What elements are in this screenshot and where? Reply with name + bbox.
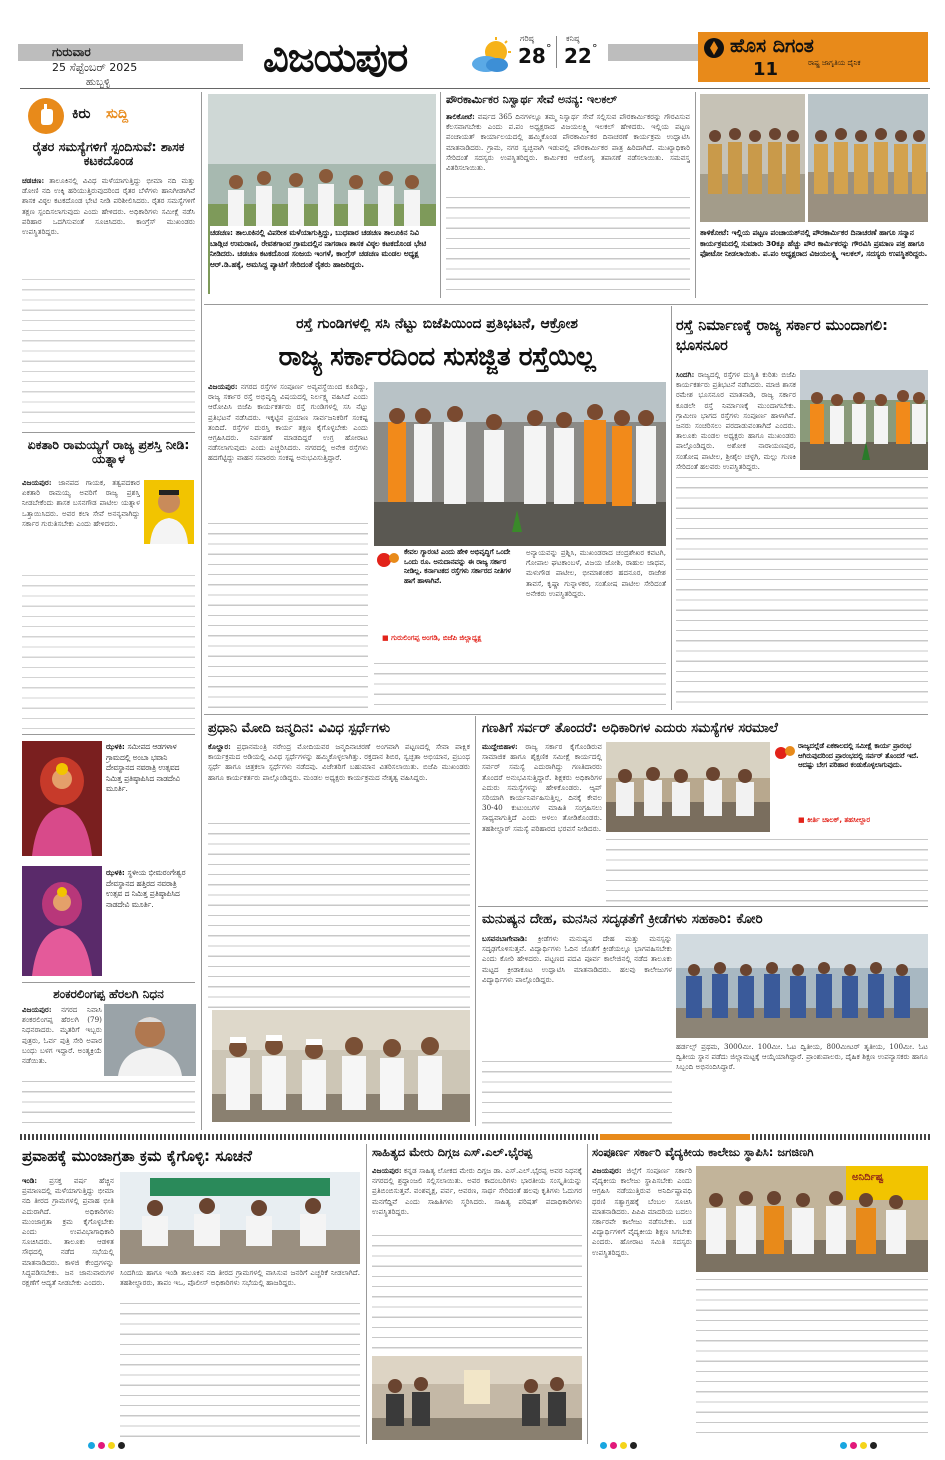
dot-cyan <box>88 1442 95 1449</box>
pravaha-text: ಪ್ರಸಕ್ತ ವರ್ಷ ಹೆಚ್ಚಿನ ಪ್ರಮಾಣದಲ್ಲಿ ಮಳೆಯಾಗುತ್ತಿದ್ದು ಭೀಮಾ ನದಿ ತೀರದ ಗ್ರಾಮಗಳಲ್ಲಿ ಪ್ರವಾಹ ಭೀತಿ ಎದುರಾಗಿದೆ. ಅಧಿಕಾರಿಗಳು ಮುಂಜಾಗ್ರತಾ ಕ್ರಮ ಕೈಗೊಳ್ಳಬೇಕು ಎಂದು ಉಪವಿಭಾಗಾಧಿಕಾರಿ ಸೂಚಿಸಿದರು. ತಾಲೂಕು ಆಡಳಿತ ಸೌಧದಲ್ಲಿ ನಡೆದ ಸಭೆಯಲ್ಲಿ ಮಾತನಾಡಿದರು. ಕಾಳಜಿ ಕೇಂದ್ರಗಳನ್ನು ಸಿದ್ಧಪಡಿಸಬೇಕು. ಜನ ಜಾನುವಾರುಗಳ ರಕ್ಷಣೆಗೆ ಆದ್ಯತೆ ನೀಡಬೇಕು ಎಂದರು. <box>22 1176 114 1288</box>
modi-dateline: ಕೊಲ್ಹಾರ: <box>208 742 231 751</box>
medical-dateline: ವಿಜಯಪುರ: <box>592 1166 622 1175</box>
kirusuddi-rule-3 <box>22 982 195 983</box>
temp-min: 22 <box>564 44 592 68</box>
yatnal-photo <box>144 480 194 544</box>
road-right-photo <box>800 370 928 470</box>
column-rule-modi <box>475 716 476 1126</box>
ganati-rule <box>478 906 928 907</box>
ganati-photo <box>606 742 770 832</box>
dot-cyan <box>840 1442 847 1449</box>
pourakarmika-filler <box>446 194 690 298</box>
kirusuddi-s1-headline: ರೈತರ ಸಮಸ್ಯೆಗಳಿಗೆ ಸ್ಪಂದಿಸುವೆ: ಶಾಸಕ ಕಟಕದೊಂಡ <box>32 139 185 169</box>
pravaha-headline: ಪ್ರವಾಹಕ್ಕೆ ಮುಂಜಾಗ್ರತಾ ಕ್ರಮ ಕೈಗೊಳ್ಳಿ: ಸೂಚನೆ <box>22 1147 252 1165</box>
column-rule-left <box>201 92 202 1130</box>
road-right-dateline: ಸಿಂದಗಿ: <box>676 370 695 379</box>
top-row-rule <box>204 304 928 305</box>
bhyrappa-dateline: ವಿಜಯಪುರ: <box>372 1166 402 1175</box>
goddess-photo-2 <box>22 866 102 976</box>
mid-row-rule <box>204 714 928 715</box>
day-label: ಗುರುವಾರ <box>52 45 91 59</box>
ganati-quote-dash: ■ <box>798 816 808 824</box>
temp-max-label: ಗರಿಷ್ಠ <box>520 34 534 43</box>
kreeda-results: ಹರ್ಡಲ್ಸ್ ಪ್ರಥಮ, 3000ಮೀ. 100ಮೀ. ಓಟ ದ್ವಿತೀಯ, 800ಮೀಟರ್ ತೃತೀಯ, 100ಮೀ. ಓಟ ದ್ವಿತೀಯ ಸ್ಥಾನ ಪಡೆದು ಜಿಲ್ಲಾಮಟ್ಟಕ್ಕೆ ಆಯ್ಕೆಯಾಗಿದ್ದಾರೆ. ಪ್ರಾಂಶುಪಾಲರು, ದೈಹಿಕ ಶಿಕ್ಷಣ ಉಪನ್ಯಾಸಕರು ಹಾಗೂ ಸಿಬ್ಬಂದಿ ಅಭಿನಂದಿಸಿದ್ದಾರೆ. <box>676 1042 928 1072</box>
column-rule-bottom-2 <box>587 1144 588 1444</box>
temp-divider <box>556 36 557 68</box>
kreeda-filler <box>482 1058 672 1126</box>
pinch-hand-icon <box>28 98 64 134</box>
medical-banner: ಅನಿರ್ದಿಷ್ಟ <box>852 1172 884 1183</box>
lead-quote-icon <box>376 550 400 570</box>
dot-black <box>870 1442 877 1449</box>
edition-title: ವಿಜಯಪುರ <box>263 35 408 81</box>
lead-quote-author-name: ಗುರುಲಿಂಗಪ್ಪ ಅಂಗಡಿ, ಬಿಜೆಪಿ ಜಿಲ್ಲಾಧ್ಯಕ್ಷ <box>391 634 482 642</box>
kirusuddi-column <box>22 96 195 1031</box>
lead-quote-author <box>382 634 522 643</box>
kirusuddi-s2-text: ಜಾನಪದ ಗಾಯಕ, ತತ್ವಪದಕಾರ ಏಕತಾರಿ ರಾಮಯ್ಯ ಅವರಿಗೆ ರಾಜ್ಯ ಪ್ರಶಸ್ತಿ ನೀಡಬೇಕೆಂದು ಶಾಸಕ ಬಸನಗೌಡ ಪಾಟೀಲ ಯತ್ನಾಳ ಒತ್ತಾಯಿಸಿದರು. ಅವರ ಕಲಾ ಸೇವೆ ಅನನ್ಯವಾಗಿದ್ದು ಸರ್ಕಾರ ಗುರುತಿಸಬೇಕು ಎಂದು ಹೇಳಿದರು. <box>22 478 140 528</box>
modi-text: ಪ್ರಧಾನಮಂತ್ರಿ ನರೇಂದ್ರ ಮೋದಿಯವರ ಜನ್ಮದಿನಾಚರಣೆ ಅಂಗವಾಗಿ ಪಟ್ಟಣದಲ್ಲಿ ಸೇವಾ ಪಾಕ್ಷಿಕ ಕಾರ್ಯಕ್ರಮದ ಅಡಿಯಲ್ಲಿ ವಿವಿಧ ಸ್ಪರ್ಧೆಗಳನ್ನು ಹಮ್ಮಿಕೊಳ್ಳಲಾಗಿತ್ತು. ರಕ್ತದಾನ ಶಿಬಿರ, ಸ್ವಚ್ಛತಾ ಅಭಿಯಾನ, ಪ್ರಬಂಧ ಸ್ಪರ್ಧೆ ಹಾಗೂ ಚಿತ್ರಕಲಾ ಸ್ಪರ್ಧೆಗಳು ನಡೆದವು. ವಿಜೇತರಿಗೆ ಬಹುಮಾನ ವಿತರಿಸಲಾಯಿತು. ಬಿಜೆಪಿ ಮುಖಂಡರು ಹಾಗೂ ಕಾರ್ಯಕರ್ತರು ಪಾಲ್ಗೊಂಡಿದ್ದರು. ಮಂಡಲ ಅಧ್ಯಕ್ಷರು ಕಾರ್ಯಕ್ರಮದ ನೇತೃತ್ವ ವಹಿಸಿದ್ದರು. <box>208 742 470 782</box>
kreeda-text: ಕ್ರೀಡೆಗಳು ಮನುಷ್ಯನ ದೇಹ ಮತ್ತು ಮನಸ್ಸನ್ನು ಸದೃಢಗೊಳಿಸುತ್ತವೆ. ವಿದ್ಯಾರ್ಥಿಗಳು ಓದಿನ ಜೊತೆಗೆ ಕ್ರೀಡೆಯಲ್ಲೂ ಭಾಗವಹಿಸಬೇಕು ಎಂದು ಕೋರಿ ಹೇಳಿದರು. ಪಟ್ಟಣದ ಪದವಿ ಪೂರ್ವ ಕಾಲೇಜಿನಲ್ಲಿ ನಡೆದ ತಾಲೂಕು ಮಟ್ಟದ ಕ್ರೀಡಾಕೂಟ ಉದ್ಘಾಟಿಸಿ ಮಾತನಾಡಿದರು. ಹಲವು ಕಾಲೇಜುಗಳ ವಿದ್ಯಾರ್ಥಿಗಳು ಪಾಲ್ಗೊಂಡಿದ್ದರು. <box>482 934 672 984</box>
column-rule-bottom-1 <box>366 1144 367 1444</box>
road-right-text: ರಾಜ್ಯದಲ್ಲಿ ರಸ್ತೆಗಳ ದುಸ್ಥಿತಿ ಕುರಿತು ಬಿಜೆಪಿ ಕಾರ್ಯಕರ್ತರು ಪ್ರತಿಭಟನೆ ನಡೆಸಿದರು. ಮಾಜಿ ಶಾಸಕ ರಮೇಶ ಭೂಸನೂರ ಮಾತನಾಡಿ, ರಾಜ್ಯ ಸರ್ಕಾರ ಕೂಡಲೇ ರಸ್ತೆ ನಿರ್ಮಾಣಕ್ಕೆ ಮುಂದಾಗಬೇಕು. ಗ್ರಾಮೀಣ ಭಾಗದ ರಸ್ತೆಗಳು ಸಂಪೂರ್ಣ ಹಾಳಾಗಿವೆ. ಜನರು ಸಂಚರಿಸಲು ಪರದಾಡುವಂತಾಗಿದೆ ಎಂದರು. ತಾಲೂಕು ಮಂಡಲ ಅಧ್ಯಕ್ಷರು ಹಾಗೂ ಮುಖಂಡರು ಪಾಲ್ಗೊಂಡಿದ್ದರು. ಅಶೋಕ ನಾರಾಯಣಪುರ, ಸಂತೋಷ ಪಾಟೀಲ, ಶ್ರೀಶೈಲ ಚಳ್ಳಗಿ, ಮಲ್ಲು ಗುಣಕಿ ಸೇರಿದಂತೆ ಹಲವರು ಉಪಸ್ಥಿತರಿದ್ದರು. <box>676 370 796 471</box>
dot-yellow <box>860 1442 867 1449</box>
masthead <box>18 30 928 100</box>
paper-logo-icon <box>704 38 724 58</box>
lead-quote-box <box>374 548 522 656</box>
section-divider-bar <box>20 1134 930 1140</box>
flood-visit-caption: ಚಡಚಣ: ತಾಲೂಕಿನಲ್ಲಿ ವಿಪರೀತ ಮಳೆಯಾಗುತ್ತಿದ್ದು, ಬುಧವಾರ ಚಡಚಣ ತಾಲೂಕಿನ ನಿವಿ ಬಾಡ್ಗಿಚ ಉಮರಾಣಿ, ರೇವತಗಾಂವ ಗ್ರಾಮದಲ್ಲಿನ ನಾಗಠಾಣ ಶಾಸಕ ವಿಠ್ಠಲ ಕಟಕದೊಂಡ ಭೇಟಿ ನೀಡಿದರು. ಚಡಚಣ ಕಟಕದೊಂಡ ಸಂಜಯ ಇಂಗಳೆ, ಕಾಂಗ್ರೆಸ್ ಚಡಚಣ ಮಂಡಲ ಅಧ್ಯಕ್ಷ ಆರ್.ಡಿ.ಹಕ್ಕೆ, ಅಮಸಿದ್ದ ಪ್ಯಾಟಿಗೆ ಸೇರಿದಂತೆ ರೈತರು ಹಾಜರಿದ್ದರು. <box>210 226 436 296</box>
lead-col2-text: ಅನ್ಯಾಯವನ್ನು ಪ್ರಶ್ನಿಸಿ, ಮುಖಂಡರಾದ ಚಂದ್ರಶೇಖರ ಕವಟಗಿ, ಗೋಪಾಲ ಘಟಕಾಂಬಳೆ, ವಿಜಯ ಜೋಶಿ, ರಾಹುಲ ಜಾಧವ, ಮಳುಗೌಡ ಪಾಟೀಲ, ಭೀಮಾಶಂಕರ ಹದನೂರ, ರಾಜೇಶ ತಾವಸೆ, ಕೃಷ್ಣಾ ಗುನ್ನಾಳಕರ, ಸಂತೋಷ ಪಾಟೀಲ ಸೇರಿದಂತೆ ಅನೇಕರು ಉಪಸ್ಥಿತರಿದ್ದರು. <box>526 548 666 598</box>
dot-magenta <box>98 1442 105 1449</box>
masthead-rule <box>20 88 930 89</box>
pravaha-filler <box>120 1300 360 1438</box>
lead-quote-dash: ■ <box>382 634 392 642</box>
pravaha-body <box>22 1176 114 1438</box>
goddess-caption-2-title: ಝಳಕಿ: <box>106 868 125 877</box>
kirusuddi-rule-2 <box>22 734 195 735</box>
kirusuddi-s1-text: ತಾಲೂಕಿನಲ್ಲಿ ವಿವಿಧ ಮಳೆಯಾಗುತ್ತಿದ್ದು ಭೀಮಾ ನದಿ ಮತ್ತು ಡೋಣಿ ನದಿ ಉಕ್ಕಿ ಹರಿಯುತ್ತಿರುವುದರಿಂದ ರೈತರ ಬೆಳೆಗಳು ಹಾನಿಗೀಡಾಗಿವೆ ಶಾಸಕ ವಿಠ್ಠಲ ಕಟಕದೊಂಡ ಭೇಟಿ ನೀಡಿ ಪರಿಶೀಲಿಸಿದರು. ರೈತರ ಸಮಸ್ಯೆಗಳಿಗೆ ತಕ್ಷಣ ಸ್ಪಂದಿಸಲಾಗುವುದು ಎಂದು ಹೇಳಿದರು. ಅಧಿಕಾರಿಗಳು ಸಮೀಕ್ಷೆ ನಡೆಸಿ ಪರಿಹಾರ ಒದಗಿಸುವಂತೆ ಸೂಚಿಸಿದರು. ಕಾಂಗ್ರೆಸ್ ಮುಖಂಡರು ಉಪಸ್ಥಿತರಿದ್ದರು. <box>22 176 195 237</box>
weather-icon <box>466 36 516 76</box>
ganati-text: ರಾಜ್ಯ ಸರ್ಕಾರ ಕೈಗೊಂಡಿರುವ ಸಾಮಾಜಿಕ ಹಾಗೂ ಶೈಕ್ಷಣಿಕ ಸಮೀಕ್ಷೆ ಕಾರ್ಯದಲ್ಲಿ ಸರ್ವರ್ ಸಮಸ್ಯೆ ಎದುರಾಗಿದ್ದು ಗಣತಿದಾರರು ತೊಂದರೆ ಅನುಭವಿಸುತ್ತಿದ್ದಾರೆ. ಶಿಕ್ಷಕರು ಅಧಿಕಾರಿಗಳ ಎದುರು ಸಮಸ್ಯೆಗಳನ್ನು ಹೇಳಿಕೊಂಡರು. ಆ್ಯಪ್ ಸರಿಯಾಗಿ ಕಾರ್ಯನಿರ್ವಹಿಸುತ್ತಿಲ್ಲ. ದಿನಕ್ಕೆ ಕೇವಲ 30-40 ಕುಟುಂಬಗಳ ಮಾಹಿತಿ ಸಂಗ್ರಹಿಸಲು ಸಾಧ್ಯವಾಗುತ್ತಿದೆ ಎಂದು ಅಳಲು ತೋಡಿಕೊಂಡರು. ತಹಶೀಲ್ದಾರ್ ಸಮಸ್ಯೆ ಪರಿಹಾರದ ಭರವಸೆ ನೀಡಿದರು. <box>482 742 602 833</box>
kirusuddi-s2-dateline: ವಿಜಯಪುರ: <box>22 478 52 487</box>
lead-body-text: ನಗರದ ರಸ್ತೆಗಳ ಸಂಪೂರ್ಣ ಅವ್ಯವಸ್ಥೆಯಿಂದ ಕೂಡಿದ್ದು, ರಾಜ್ಯ ಸರ್ಕಾರ ರಸ್ತೆ ಅಭಿವೃದ್ಧಿ ವಿಷಯದಲ್ಲಿ ನಿರ್ಲಕ್ಷ್ಯ ವಹಿಸಿದೆ ಎಂದು ಆರೋಪಿಸಿ ಬಿಜೆಪಿ ಕಾರ್ಯಕರ್ತರು ರಸ್ತೆ ಗುಂಡಿಗಳಲ್ಲಿ ಸಸಿ ನೆಟ್ಟು ಪ್ರತಿಭಟನೆ ನಡೆಸಿದರು. ಇಕ್ಕಟ್ಟಿನ ಪ್ರಯಾಣ ಸಾರ್ವಜನಿಕರಿಗೆ ಸಂಕಷ್ಟ ತಂದಿದೆ. ರಸ್ತೆಗಳ ದುರಸ್ತಿ ಕಾರ್ಯ ತಕ್ಷಣ ಕೈಗೊಳ್ಳಬೇಕು ಎಂದು ಆಗ್ರಹಿಸಿದರು. ನಿರ್ವಹಣೆ ಮಾಡದಿದ್ದರೆ ಉಗ್ರ ಹೋರಾಟ ನಡೆಸಲಾಗುವುದು ಎಂದು ಎಚ್ಚರಿಸಿದರು. ನಗರದಲ್ಲಿ ಅನೇಕ ರಸ್ತೆಗಳು ಹದಗೆಟ್ಟಿದ್ದು ವಾಹನ ಸವಾರರು ಸಂಕಷ್ಟ ಅನುಭವಿಸುತ್ತಿದ್ದಾರೆ. <box>208 382 368 463</box>
temp-min-label: ಕನಿಷ್ಠ <box>566 34 580 43</box>
paper-name: ಹೊಸ ದಿಗಂತ <box>730 35 814 57</box>
dot-black <box>118 1442 125 1449</box>
medical-body <box>592 1166 692 1438</box>
goddess-caption-1-text: ಸಮೀಪದ ಆಡಗಳಾಳ ಗ್ರಾಮದಲ್ಲಿ ಅಂಬಾ ಭವಾನಿ ದೇವಸ್ಥಾನದ ನವರಾತ್ರಿ ಉತ್ಸವದ ನಿಮಿತ್ತ ಪ್ರತಿಷ್ಠಾಪಿಸಿದ ನಾಡದೇವಿ ಮೂರ್ತಿ. <box>106 742 180 793</box>
medical-filler <box>696 1276 928 1438</box>
ganati-dateline: ಮುದ್ದೇಬಿಹಾಳ: <box>482 742 518 751</box>
ganati-filler <box>606 836 928 902</box>
temp-max-unit: ° <box>546 42 552 55</box>
road-right-filler <box>676 474 928 708</box>
kirusuddi-s1-filler <box>22 276 195 426</box>
pourakarmika-text: ವರ್ಷದ 365 ದಿನಗಳಲ್ಲೂ ತಮ್ಮ ನಿಸ್ವಾರ್ಥ ಸೇವೆ ಸಲ್ಲಿಸುವ ಪೌರಕಾರ್ಮಿಕರನ್ನು ಗೌರವಿಸುವ ಕೆಲಸವಾಗಬೇಕು ಎಂದು ಪ.ಪಂ ಅಧ್ಯಕ್ಷರಾದ ವಿಜಯಲಕ್ಷ್ಮಿ ಇಲಕಲ್ ಹೇಳಿದರು. ಇಲ್ಲಿಯ ಪಟ್ಟಣ ಪಂಚಾಯತ್ ಕಾರ್ಯಾಲಯದಲ್ಲಿ ಹಮ್ಮಿಕೊಂಡ ಪೌರಕಾರ್ಮಿಕರ ದಿನಾಚರಣೆ ಕಾರ್ಯಕ್ರಮ ಉದ್ಘಾಟಿಸಿ ಮಾತನಾಡಿದರು. ಗ್ರಾಮ, ನಗರ ಸ್ವಚ್ಛವಾಗಿ ಇಡುವಲ್ಲಿ ಪೌರಕಾರ್ಮಿಕರ ಪಾತ್ರ ಹಿರಿದಾಗಿದೆ. ಮುಖ್ಯಾಧಿಕಾರಿ ಸೇರಿದಂತೆ ಸದಸ್ಯರು ಉಪಸ್ಥಿತರಿದ್ದರು. ಕಾರ್ಮಿಕರ ಆರೋಗ್ಯ ತಪಾಸಣೆ ನಡೆಸಲಾಯಿತು. ಸಮವಸ್ತ್ರ ವಿತರಿಸಲಾಯಿತು. <box>446 112 690 173</box>
kirusuddi-s2-body <box>22 478 140 570</box>
modi-photo <box>212 1010 470 1122</box>
kirusuddi-rule-1 <box>22 432 195 433</box>
dot-yellow <box>108 1442 115 1449</box>
ganati-body <box>482 742 602 902</box>
pravaha-photo <box>120 1172 360 1264</box>
lead-body-filler <box>208 520 368 708</box>
dot-magenta <box>610 1442 617 1449</box>
bhyrappa-filler <box>372 1232 582 1352</box>
kirusuddi-s2-filler <box>22 572 195 730</box>
kirusuddi-s4-body-cont <box>22 1078 195 1124</box>
goddess-caption-2-text: ಸ್ಥಳೀಯ ಭೀಮರಂಗೇಶ್ವರ ದೇವಸ್ಥಾನದ ಹತ್ತಿರದ ನವರಾತ್ರಿ ಉತ್ಸವ ದ ನಿಮಿತ್ತ ಪ್ರತಿಷ್ಠಾಪಿಸಿದ ನಾಡದೇವಿ ಮೂರ್ತಿ. <box>106 868 186 909</box>
pourakarmika-dateline: ತಾಲಿಕೋಟೆ: <box>446 112 475 121</box>
pourakarmika-photo-caption: ತಾಳಿಕೋಟೆ: ಇಲ್ಲಿಯ ಪಟ್ಟಣ ಪಂಚಾಯತ್‌ನಲ್ಲಿ ಪೌರಕಾರ್ಮಿಕರ ದಿನಾಚರಣೆ ಹಾಗೂ ಸನ್ಮಾನ ಕಾರ್ಯಕ್ರಮದಲ್ಲಿ ಸುಮಾರು 30ಕ್ಕೂ ಹೆಚ್ಚು ಪೌರ ಕಾರ್ಮಿಕರನ್ನು ಗೌರವಿಸಿ ಪ್ರಮಾಣ ಪತ್ರ ಹಾಗೂ ಫೋಟೋ ನೀಡಲಾಯಿತು. ಪ.ಪಂ ಅಧ್ಯಕ್ಷರಾದ ವಿಜಯಲಕ್ಷ್ಮಿ ಇಲಕಲ್, ಸದಸ್ಯರು ಉಪಸ್ಥಿತರಿದ್ದರು. <box>700 228 928 258</box>
dot-magenta <box>850 1442 857 1449</box>
lead-col2-filler <box>374 660 666 708</box>
goddess-photo-1 <box>22 741 102 856</box>
kreeda-headline: ಮನುಷ್ಯನ ದೇಹ, ಮನಸಿನ ಸದೃಢತೆಗೆ ಕ್ರೀಡೆಗಳು ಸಹಕಾರಿ: ಕೋರಿ <box>482 911 763 927</box>
date-label: 25 ಸೆಪ್ಟೆಂಬರ್ 2025 <box>52 61 138 74</box>
temp-min-unit: ° <box>592 42 598 55</box>
kirusuddi-s4-dateline: ವಿಜಯಪುರ: <box>22 1005 52 1014</box>
lead-quote-text: ಕೇವಲ ಗ್ಯಾರಂಟಿ ಎಂದು ಹೇಳಿ ಅಭಿವೃದ್ಧಿಗೆ ಒಂದೇ ಒಂದು ರೂ. ಅನುದಾನವನ್ನು ಈ ರಾಜ್ಯ ಸರ್ಕಾರ ನೀಡಿಲ್ಲ. ಕರ್ನಾಟಕದ ರಸ್ತೆಗಳು ಸರ್ಕಾರದ ನೀತಿಗಳ ಹಾಗೆ ಹಾಳಾಗಿವೆ. <box>404 548 511 585</box>
kirusuddi-s2-headline: ಏಕತಾರಿ ರಾಮಯ್ಯಗೆ ರಾಜ್ಯ ಪ್ರಶಸ್ತಿ ನೀಡಿ: ಯತ್ನಾಳ <box>27 437 190 467</box>
section-divider-accent <box>600 1134 750 1140</box>
registration-dots-bottom-right <box>840 1442 877 1449</box>
medical-text: ಜಿಲ್ಲೆಗೆ ಸಂಪೂರ್ಣ ಸರ್ಕಾರಿ ವೈದ್ಯಕೀಯ ಕಾಲೇಜು ಸ್ಥಾಪಿಸಬೇಕು ಎಂದು ಆಗ್ರಹಿಸಿ ನಡೆಯುತ್ತಿರುವ ಅನಿರ್ದಿಷ್ಟಾವಧಿ ಧರಣಿ ಸತ್ಯಾಗ್ರಹಕ್ಕೆ ಬೆಂಬಲ ಸೂಚಿಸಿ ಮಾತನಾಡಿದರು. ಪಿಪಿಪಿ ಮಾದರಿಯ ಬದಲು ಸರ್ಕಾರವೇ ಕಾಲೇಜು ನಡೆಸಬೇಕು. ಬಡ ವಿದ್ಯಾರ್ಥಿಗಳಿಗೆ ವೈದ್ಯಕೀಯ ಶಿಕ್ಷಣ ಸಿಗಬೇಕು ಎಂದರು. ಹೋರಾಟ ಸಮಿತಿ ಸದಸ್ಯರು ಉಪಸ್ಥಿತರಿದ್ದರು. <box>592 1166 692 1257</box>
ganati-quote-author-name: ಕೀರ್ತಿ ಚಾಲಕ್, ತಹಸೀಲ್ದಾರ <box>807 816 871 824</box>
paper-tagline: ರಾಷ್ಟ್ರ ಜಾಗೃತಿಯ ದೈನಿಕ <box>808 59 861 67</box>
masthead-right-strip <box>608 44 708 61</box>
goddess-caption-1 <box>106 742 195 858</box>
kirusuddi-label-a: ಕಿರು <box>72 106 91 122</box>
goddess-caption-2 <box>106 868 195 976</box>
registration-dots-bottom-mid <box>600 1442 637 1449</box>
pourakarmika-photo-1 <box>700 94 805 222</box>
kreeda-photo <box>676 934 928 1038</box>
ganati-quote-author <box>798 816 928 825</box>
lead-dateline: ವಿಜಯಪುರ: <box>208 382 238 391</box>
column-rule-top-1 <box>440 92 441 298</box>
kirusuddi-s1-dateline: ಚಡಚಣ: <box>22 176 45 185</box>
dot-black <box>630 1442 637 1449</box>
kirusuddi-label-b: ಸುದ್ದಿ <box>106 106 129 122</box>
pravaha-text-2: ಸಿಂದಗಿಯ ಹಾಗೂ ಇಂಡಿ ತಾಲೂಕಿನ ನದಿ ತೀರದ ಗ್ರಾಮಗಳಲ್ಲಿ ವಾಸಿಸುವ ಜನರಿಗೆ ಎಚ್ಚರಿಕೆ ನೀಡಲಾಗಿದೆ. ತಹಶೀಲ್ದಾರರು, ತಾಪಂ ಇಒ, ಪೊಲೀಸ್ ಅಧಿಕಾರಿಗಳು ಸಭೆಯಲ್ಲಿ ಹಾಜರಿದ್ದರು. <box>120 1268 360 1288</box>
registration-dots-bottom-left <box>88 1442 125 1449</box>
lead-kicker: ರಸ್ತೆ ಗುಂಡಿಗಳಲ್ಲಿ ಸಸಿ ನೆಟ್ಟು ಬಿಜೆಪಿಯಿಂದ ಪ್ರತಿಭಟನೆ, ಆಕ್ರೋಶ <box>296 316 578 332</box>
bhyrappa-headline: ಸಾಹಿತ್ಯದ ಮೇರು ದಿಗ್ಗಜ ಎಸ್.ಎಲ್.ಭೈರಪ್ಪ <box>372 1145 533 1159</box>
pravaha-dateline: ಇಂಡಿ: <box>22 1176 38 1185</box>
ganati-headline: ಗಣತಿಗೆ ಸರ್ವರ್ ತೊಂದರೆ: ಅಧಿಕಾರಿಗಳ ಎದುರು ಸಮಸ್ಯೆಗಳ ಸರಮಾಲೆ <box>482 721 778 736</box>
dot-cyan <box>600 1442 607 1449</box>
road-right-headline: ರಸ್ತೆ ನಿರ್ಮಾಣಕ್ಕೆ ರಾಜ್ಯ ಸರ್ಕಾರ ಮುಂದಾಗಲಿ: ಭೂಸನೂರ <box>676 318 888 354</box>
bhyrappa-text: ಕನ್ನಡ ಸಾಹಿತ್ಯ ಲೋಕದ ಮೇರು ದಿಗ್ಗಜ ಡಾ. ಎಸ್.ಎಲ್.ಭೈರಪ್ಪ ಅವರ ನಿಧನಕ್ಕೆ ನಗರದಲ್ಲಿ ಶ್ರದ್ಧಾಂಜಲಿ ಸಲ್ಲಿಸಲಾಯಿತು. ಅವರ ಕಾದಂಬರಿಗಳು ಭಾರತೀಯ ಸಂಸ್ಕೃತಿಯನ್ನು ಪ್ರತಿಬಿಂಬಿಸುತ್ತವೆ. ವಂಶವೃಕ್ಷ, ಪರ್ವ, ಆವರಣ, ಸಾರ್ಥ ಸೇರಿದಂತೆ ಹಲವು ಕೃತಿಗಳು ಓದುಗರ ಮನಗೆದ್ದಿವೆ ಎಂದು ಸಾಹಿತಿಗಳು ಸ್ಮರಿಸಿದರು. ಸಾಹಿತ್ಯ ಪರಿಷತ್ ಪದಾಧಿಕಾರಿಗಳು ಉಪಸ್ಥಿತರಿದ್ದರು. <box>372 1166 582 1216</box>
kirusuddi-s4-text: ನಗರದ ನಿವಾಸಿ ಶಂಕರಲಿಂಗಪ್ಪ ಹೆರಲಗಿ (79) ನಿಧನರಾದರು. ಮೃತರಿಗೆ ಇಬ್ಬರು ಪುತ್ರರು, ಓರ್ವ ಪುತ್ರಿ ಸೇರಿ ಅಪಾರ ಬಂಧು ಬಳಗ ಇದ್ದಾರೆ. ಅಂತ್ಯಕ್ರಿಯೆ ನಡೆಯಿತು. <box>22 1005 102 1066</box>
kreeda-body <box>482 934 672 1056</box>
medical-headline: ಸಂಪೂರ್ಣ ಸರ್ಕಾರಿ ವೈದ್ಯಕೀಯ ಕಾಲೇಜು ಸ್ಥಾಪಿಸಿ: ಜಗಜಿಣಗಿ <box>592 1145 814 1159</box>
temp-max: 28 <box>518 44 546 68</box>
bhyrappa-photo <box>372 1356 582 1440</box>
kirusuddi-s4-headline: ಶಂಕರಲಿಂಗಪ್ಪ ಹೆರಲಗಿ ನಿಧನ <box>53 987 164 1001</box>
ganati-quote-box <box>774 742 928 832</box>
lead-headline: ರಾಜ್ಯ ಸರ್ಕಾರದಿಂದ ಸುಸಜ್ಜಿತ ರಸ್ತೆಯಿಲ್ಲ <box>278 342 596 372</box>
modi-filler <box>208 820 470 1008</box>
column-rule-top-2 <box>695 92 696 298</box>
lead-protest-photo <box>374 382 666 546</box>
ganati-quote-text: ರಾಜ್ಯದಲ್ಲೆಡೆ ಏಕಕಾಲದಲ್ಲಿ ಸಮೀಕ್ಷೆ ಕಾರ್ಯ ಪ್ರಾರಂಭ ಆಗಿರುವುದರಿಂದ ಪ್ರಾರಂಭದಲ್ಲಿ ಸರ್ವರ್ ತೊಂದರೆ ಇದೆ. ಆದಷ್ಟು ಬೇಗ ಪರಿಹಾರ ಕಂಡುಕೊಳ್ಳಲಾಗುವುದು. <box>798 742 919 769</box>
dot-yellow <box>620 1442 627 1449</box>
pourakarmika-photo-2 <box>808 94 928 222</box>
kirusuddi-badge <box>28 98 64 134</box>
city-label: ಹುಬ್ಬಳ್ಳಿ <box>86 77 111 88</box>
kreeda-dateline: ಬಸವನಬಾಗೇವಾಡಿ: <box>482 934 528 943</box>
obituary-photo <box>104 1004 196 1076</box>
ganati-quote-icon <box>774 744 796 762</box>
kirusuddi-s4-filler <box>22 1078 195 1124</box>
pourakarmika-headline: ಪೌರಕಾರ್ಮಿಕರ ನಿಸ್ವಾರ್ಥ ಸೇವೆ ಅನನ್ಯ: ಇಲಕಲ್ <box>446 93 617 106</box>
page-number: 11 <box>753 59 779 80</box>
medical-photo <box>696 1166 928 1272</box>
kirusuddi-banner <box>22 96 195 136</box>
modi-headline: ಪ್ರಧಾನಿ ಮೋದಿ ಜನ್ಮದಿನ: ವಿವಿಧ ಸ್ಪರ್ಧೆಗಳು <box>208 721 391 736</box>
column-rule-lead <box>671 306 672 710</box>
goddess-caption-1-title: ಝಳಕಿ: <box>106 742 125 751</box>
